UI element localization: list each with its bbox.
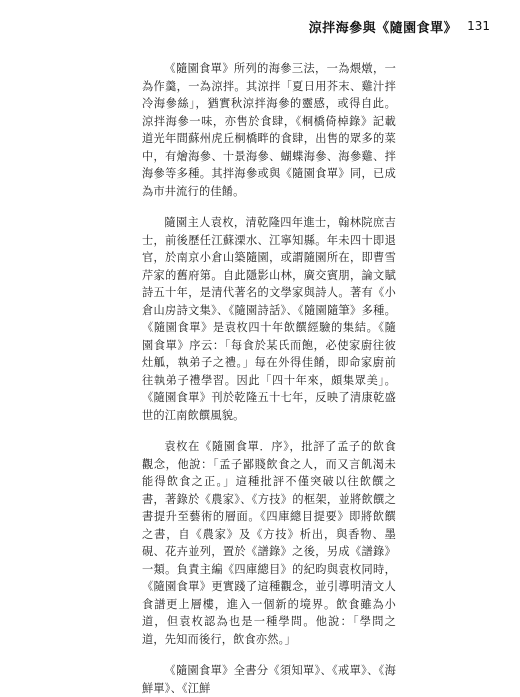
page-header [290, 16, 490, 36]
running-title: 涼拌海參與《隨園食單》 [308, 20, 458, 36]
paragraph-2: 隨園主人袁枚，清乾隆四年進士，翰林院庶吉士，前後歷任江蘇溧水、江寧知縣。年未四十即退官，於南京小倉山築隨園，或謂隨園所在，即曹雪芹家的舊府第。自此隱影山林，廣交賓朋，論文賦詩五十年，是清代著名的文學家與詩人。著有《小倉山房詩文集》、《隨園詩話》、《隨園隨筆》多種。《隨園食單》是袁枚四十年飲饌經驗的集結。《隨園食單》序云：「每食於某氏而飽，必使家廚往彼灶觚，執弟子之禮。」每在外得佳餚，即命家廚前往執弟子禮學習。因此「四十年來，頗集眾美」。《隨園食單》刊於乾隆五十七年，反映了清康乾盛世的江南飲饌風貌。 [142, 216, 396, 422]
paragraph-3: 袁枚在《隨園食單．序》，批評了孟子的飲食觀念，他說：「孟子鄙賤飲食之人，而又言飢渴未能得飲食之正。」這種批評不僅突破以往飲饌之書，著錄於《農家》、《方技》的框架，並將飲饌之書提升至藝術的層面。《四庫總目提要》即將飲饌之書，自《農家》及《方技》析出，與香物、墨硯、花卉並列，置於《譜錄》之後，另成《譜錄》一類。負責主編《四庫總目》的紀昀與袁枚同時，《隨園食單》更實踐了這種觀念，並引導明清文人食譜更上層樓，進入一個新的境界。飲食雖為小道，但袁枚認為也是一種學問。他說：「學問之道，先知而後行，飲食亦然。」 [142, 440, 396, 646]
paragraph-1: 《隨園食單》所列的海參三法，一為煨燉，一為作羹，一為涼拌。其涼拌「夏日用芥末、雞汁拌冷海參絲」，猶實秋涼拌海參的靈感，或得自此。涼拌海參一味，亦售於食肆，《桐橋倚棹錄》記載道光年間蘇州虎丘桐橋畔的食肆，出售的眾多的菜中，有燴海參、十景海參、蝴蝶海參、海參雞、拌海參等多種。其拌海參或與《隨園食單》同，已成為市井流行的佳餚。 [142, 62, 396, 198]
body-text [142, 60, 396, 697]
page-number: 131 [467, 19, 490, 33]
paragraph-4: 《隨園食單》全書分《須知單》、《戒單》、《海鮮單》、《江鮮 [142, 664, 396, 695]
